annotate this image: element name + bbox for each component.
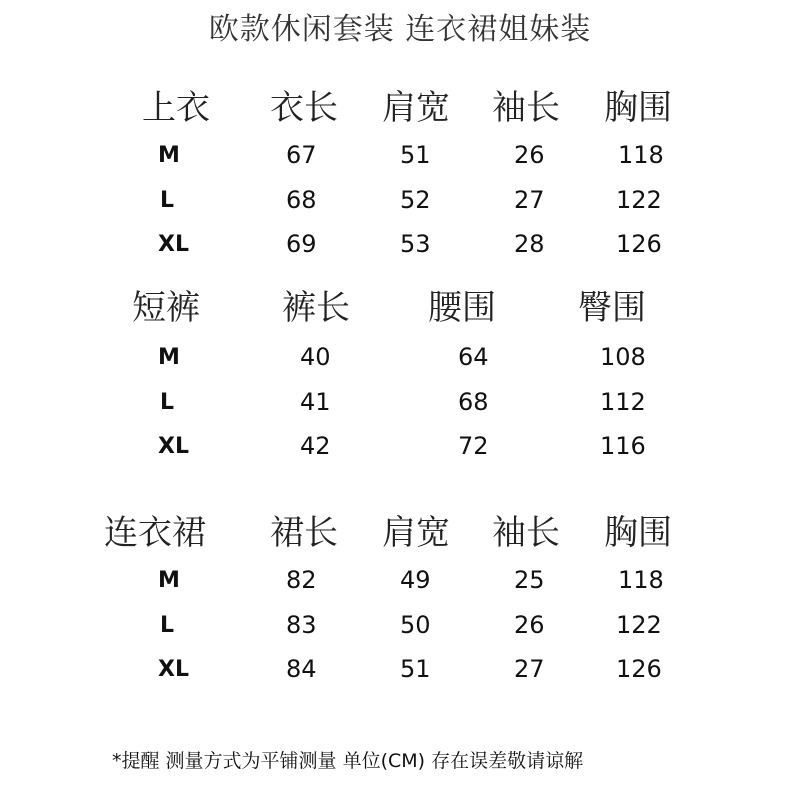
- table-cell: 28: [514, 230, 545, 258]
- header-chest: 胸围: [604, 88, 672, 128]
- table-cell: 126: [616, 655, 662, 683]
- table-cell: 122: [616, 611, 662, 639]
- size-label: M: [158, 568, 180, 593]
- table-cell: 82: [286, 566, 317, 594]
- table-cell: 126: [616, 230, 662, 258]
- table-cell: 51: [400, 141, 431, 169]
- size-label: L: [160, 390, 175, 415]
- size-label: XL: [158, 657, 189, 682]
- header-hip: 臀围: [578, 288, 646, 328]
- header-top: 上衣: [142, 88, 210, 128]
- table-cell: 41: [300, 388, 331, 416]
- table-cell: 67: [286, 141, 317, 169]
- table-cell: 51: [400, 655, 431, 683]
- header-waist: 腰围: [428, 288, 496, 328]
- header-length: 衣长: [270, 88, 338, 128]
- table-cell: 116: [600, 432, 646, 460]
- table-cell: 53: [400, 230, 431, 258]
- table-cell: 112: [600, 388, 646, 416]
- header-pants-length: 裤长: [282, 288, 350, 328]
- table-cell: 27: [514, 655, 545, 683]
- table-cell: 122: [616, 186, 662, 214]
- table-cell: 68: [458, 388, 489, 416]
- table-cell: 69: [286, 230, 317, 258]
- page-title: 欧款休闲套装 连衣裙姐妹装: [208, 12, 592, 47]
- header-shoulder: 肩宽: [382, 88, 450, 128]
- size-label: XL: [158, 232, 189, 257]
- table-cell: 83: [286, 611, 317, 639]
- table-cell: 49: [400, 566, 431, 594]
- header-sleeve: 袖长: [492, 513, 560, 553]
- size-label: L: [160, 613, 175, 638]
- header-dress: 连衣裙: [104, 513, 206, 553]
- table-cell: 26: [514, 611, 545, 639]
- table-cell: 72: [458, 432, 489, 460]
- header-chest: 胸围: [604, 513, 672, 553]
- size-label: M: [158, 143, 180, 168]
- header-sleeve: 袖长: [492, 88, 560, 128]
- header-skirt-length: 裙长: [270, 513, 338, 553]
- table-cell: 118: [618, 141, 664, 169]
- table-cell: 26: [514, 141, 545, 169]
- measurement-note: *提醒 测量方式为平铺测量 单位(CM) 存在误差敬请谅解: [112, 750, 584, 772]
- table-cell: 42: [300, 432, 331, 460]
- table-cell: 68: [286, 186, 317, 214]
- table-cell: 118: [618, 566, 664, 594]
- table-cell: 64: [458, 343, 489, 371]
- table-cell: 108: [600, 343, 646, 371]
- table-cell: 84: [286, 655, 317, 683]
- size-label: M: [158, 345, 180, 370]
- table-cell: 25: [514, 566, 545, 594]
- size-label: XL: [158, 434, 189, 459]
- header-shorts: 短裤: [132, 288, 200, 328]
- table-cell: 50: [400, 611, 431, 639]
- table-cell: 27: [514, 186, 545, 214]
- table-cell: 40: [300, 343, 331, 371]
- table-cell: 52: [400, 186, 431, 214]
- header-shoulder: 肩宽: [382, 513, 450, 553]
- size-label: L: [160, 188, 175, 213]
